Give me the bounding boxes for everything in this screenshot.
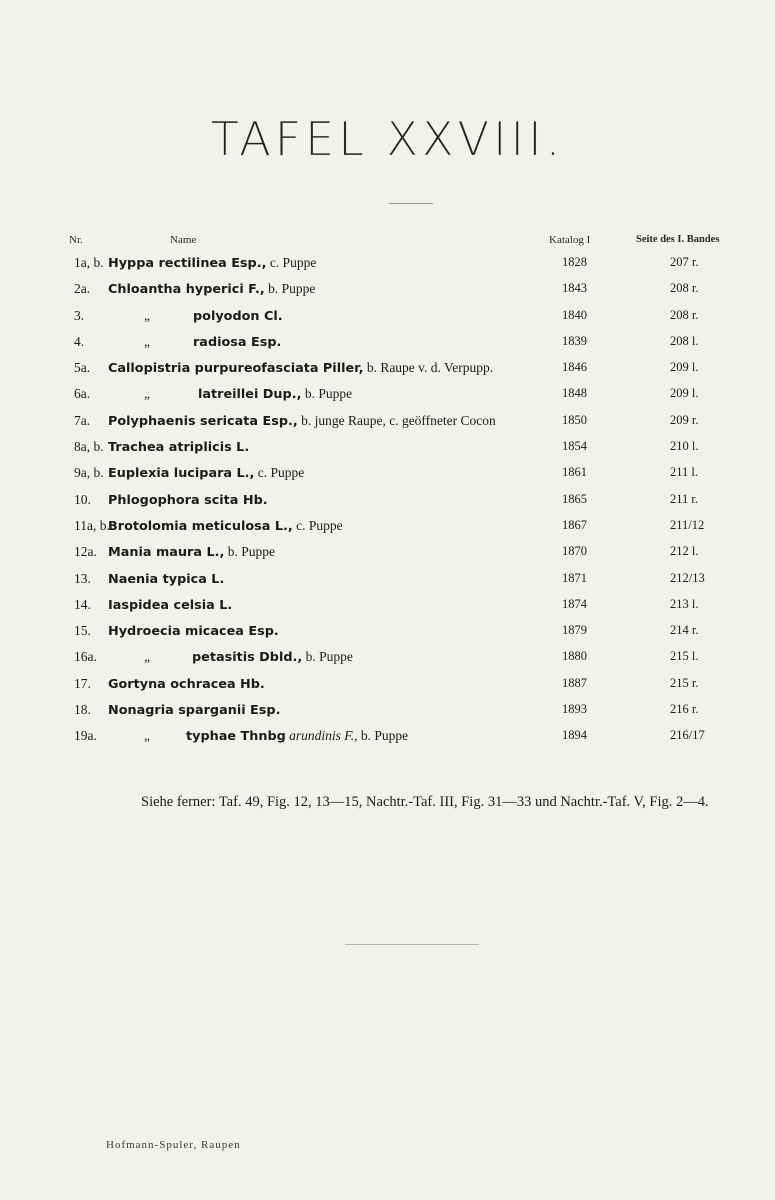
katalog-number: 1828 — [562, 255, 587, 269]
species-name: Polyphaenis sericata Esp., — [108, 413, 298, 429]
table-row — [0, 465, 775, 491]
row-number: 8a, b. — [74, 439, 104, 455]
species-name: Iaspidea celsia L. — [108, 597, 233, 613]
species-name: radiosa Esp. — [193, 334, 282, 350]
page-reference: 212/13 — [670, 570, 705, 585]
species-name: latreillei Dup., — [198, 387, 302, 403]
row-number: 16a. — [74, 649, 97, 665]
row-number: 7a. — [74, 412, 91, 428]
row-name — [108, 413, 496, 429]
bottom-divider — [345, 944, 479, 945]
table-row — [0, 413, 775, 439]
katalog-number: 1874 — [562, 596, 587, 611]
ditto-mark: „ — [144, 386, 150, 402]
ditto-mark: „ — [144, 649, 150, 665]
katalog-number: 1867 — [562, 517, 587, 532]
row-number: 11a, b. — [74, 517, 110, 533]
figure-description: c. Puppe — [292, 517, 343, 533]
row-number: 19a. — [74, 728, 97, 744]
table-row — [0, 492, 775, 518]
figure-description: b. Raupe v. d. Verpupp. — [363, 360, 494, 376]
table-row — [0, 334, 775, 360]
row-number: 1a, b. — [74, 255, 104, 270]
header-name: Name — [170, 234, 197, 246]
species-name: Callopistria purpureofasciata Piller, — [108, 361, 364, 377]
katalog-number: 1850 — [562, 412, 587, 427]
row-number: 13. — [74, 570, 91, 586]
page-reference: 209 l. — [670, 386, 699, 401]
row-name — [108, 571, 224, 587]
row-name — [108, 255, 316, 271]
katalog-number: 1879 — [562, 623, 587, 638]
row-name — [108, 281, 315, 297]
page-reference: 211/12 — [670, 517, 705, 532]
figure-description: c. Puppe — [254, 465, 305, 481]
row-number: 15. — [74, 623, 91, 639]
page-reference: 207 r. — [670, 255, 699, 269]
page-reference: 216 r. — [670, 702, 699, 717]
species-name: typhae Thnbg — [186, 729, 286, 745]
row-name — [108, 492, 268, 508]
row-name — [108, 518, 343, 534]
katalog-number: 1839 — [562, 333, 587, 348]
species-name: Brotolomia meticulosa L., — [108, 518, 293, 534]
table-row — [0, 597, 775, 623]
table-row — [0, 571, 775, 597]
table-row — [0, 386, 775, 412]
page-reference: 213 l. — [670, 596, 699, 611]
row-number: 14. — [74, 596, 91, 612]
table-row — [0, 676, 775, 702]
row-number: 3. — [74, 307, 85, 323]
table-row — [0, 360, 775, 386]
synonym-name: arundinis F., — [285, 728, 358, 744]
figure-description: c. Puppe — [266, 255, 317, 270]
row-number: 4. — [74, 333, 85, 349]
row-name — [108, 702, 280, 718]
species-name: petasitis Dbld., — [192, 650, 303, 666]
header-nr: Nr. — [69, 234, 83, 246]
species-name: Phlogophora scita Hb. — [108, 492, 268, 508]
row-name — [108, 360, 493, 376]
table-row — [0, 255, 775, 281]
katalog-number: 1848 — [562, 386, 587, 401]
page-reference: 214 r. — [670, 623, 699, 638]
page-reference: 212 l. — [670, 544, 699, 559]
figure-description: b. Puppe — [302, 649, 353, 665]
row-name — [108, 597, 232, 613]
header-katalog: Katalog I — [549, 234, 591, 246]
row-number: 9a, b. — [74, 465, 104, 481]
row-name — [108, 676, 265, 692]
species-name: Trachea atriplicis L. — [108, 440, 250, 456]
row-name — [108, 439, 249, 455]
row-name — [108, 544, 275, 560]
footer-credit: Hofmann-Spuler, Raupen — [106, 1139, 241, 1151]
katalog-number: 1887 — [562, 675, 587, 690]
species-name: Mania maura L., — [108, 545, 225, 561]
figure-description: b. Puppe — [357, 728, 409, 744]
plate-title: TAFEL XXVIII. — [210, 112, 565, 166]
katalog-number: 1870 — [562, 544, 587, 559]
title-divider — [389, 203, 433, 204]
katalog-number: 1865 — [562, 491, 587, 506]
table-row — [0, 544, 775, 570]
katalog-number: 1840 — [562, 307, 587, 322]
katalog-number: 1893 — [562, 702, 587, 717]
table-row — [0, 308, 775, 334]
species-name: Euplexia lucipara L., — [108, 466, 255, 482]
table-row — [0, 728, 775, 754]
katalog-number: 1880 — [562, 649, 587, 664]
table-row — [0, 439, 775, 465]
row-number: 5a. — [74, 360, 91, 376]
page-reference: 210 l. — [670, 439, 699, 454]
page-reference: 208 r. — [670, 281, 699, 296]
row-number: 12a. — [74, 544, 97, 560]
row-name — [108, 623, 279, 639]
katalog-number: 1871 — [562, 570, 587, 585]
table-row — [0, 702, 775, 728]
page-reference: 216/17 — [670, 728, 705, 743]
species-name: Hydroecia micacea Esp. — [108, 624, 279, 640]
page-reference: 215 r. — [670, 675, 699, 690]
ditto-mark: „ — [144, 307, 150, 323]
row-number: 18. — [74, 702, 91, 718]
species-name: Hyppa rectilinea Esp., — [108, 256, 267, 271]
page-reference: 215 l. — [670, 649, 699, 664]
figure-description: b. Puppe — [224, 544, 275, 560]
ditto-mark: „ — [144, 333, 150, 349]
page-reference: 211 l. — [670, 465, 699, 480]
figure-description: b. Puppe — [264, 281, 316, 297]
row-name — [108, 308, 283, 324]
table-row — [0, 649, 775, 675]
figure-description: b. junge Raupe, c. geöffneter Cocon — [297, 412, 496, 428]
row-name — [108, 728, 408, 744]
row-number: 10. — [74, 491, 91, 507]
ditto-mark: „ — [144, 728, 150, 744]
page-reference: 208 r. — [670, 307, 699, 322]
row-number: 2a. — [74, 281, 91, 297]
page-reference: 211 r. — [670, 491, 699, 506]
katalog-number: 1861 — [562, 465, 587, 480]
species-name: Chloantha hyperici F., — [108, 282, 265, 298]
see-also-note: Siehe ferner: Taf. 49, Fig. 12, 13—15, Nachtr.-Taf. III, Fig. 31—33 und Nachtr.-Taf. V, Fig. 2—4. — [141, 794, 709, 810]
figure-description: b. Puppe — [301, 386, 353, 402]
katalog-number: 1854 — [562, 439, 587, 454]
species-table — [0, 255, 775, 755]
row-name — [108, 465, 304, 481]
species-name: polyodon Cl. — [193, 308, 283, 324]
page-reference: 209 l. — [670, 360, 699, 375]
row-name — [108, 334, 281, 350]
row-name — [108, 386, 352, 402]
row-number: 6a. — [74, 386, 91, 402]
katalog-number: 1846 — [562, 360, 587, 375]
row-number: 17. — [74, 675, 91, 691]
species-name: Nonagria sparganii Esp. — [108, 703, 281, 719]
row-name — [108, 649, 353, 665]
table-row — [0, 281, 775, 307]
header-seite: Seite des I. Bandes — [636, 234, 720, 245]
table-row — [0, 518, 775, 544]
page-reference: 209 r. — [670, 412, 699, 427]
katalog-number: 1894 — [562, 728, 587, 743]
species-name: Naenia typica L. — [108, 571, 225, 587]
katalog-number: 1843 — [562, 281, 587, 296]
table-row — [0, 623, 775, 649]
species-name: Gortyna ochracea Hb. — [108, 676, 265, 692]
page-reference: 208 l. — [670, 333, 699, 348]
